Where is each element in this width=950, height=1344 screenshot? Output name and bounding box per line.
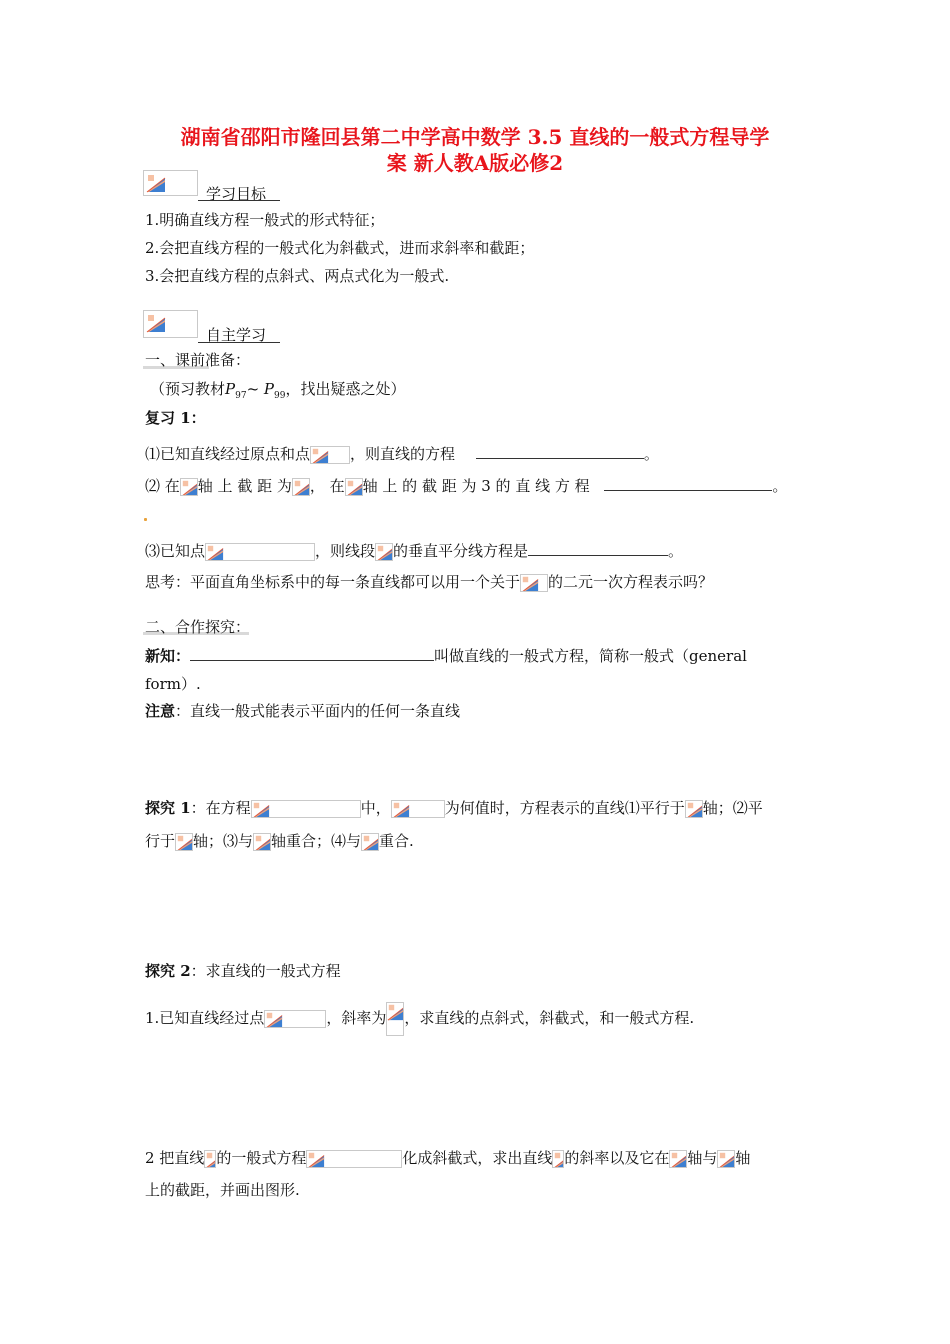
math-image	[204, 1150, 216, 1168]
new-knowledge-cont: form）.	[145, 675, 201, 693]
section-underline	[198, 342, 280, 343]
math-image	[391, 800, 445, 818]
review-question-3: ⑶已知点 ，则线段 的垂直平分线方程是 。	[145, 542, 684, 560]
math-image	[253, 833, 271, 851]
explore-2-heading: 探究 2：求直线的一般式方程	[145, 962, 341, 980]
answer-blank[interactable]	[604, 476, 772, 491]
explore-1-line2: 行于 轴；⑶与 轴重合；⑷与 重合.	[145, 832, 414, 850]
math-image	[361, 833, 379, 851]
math-image	[386, 1002, 404, 1036]
document-title-line2: 案 新人教A版必修2	[386, 151, 564, 175]
explore-2-question-2-cont: 上的截距，并画出图形.	[145, 1181, 300, 1199]
review-question-2: ⑵ 在 轴 上 截 距 为 ， 在 轴 上 的 截 距 为 3 的 直 线 方 程 。	[145, 477, 788, 495]
math-image	[205, 543, 315, 561]
new-knowledge: 新知： 叫做直线的一般式方程，简称一般式（general	[145, 647, 747, 665]
math-image	[669, 1150, 687, 1168]
explore-1-line1: 探究 1：在方程 中， 为何值时，方程表示的直线⑴平行于 轴；⑵平	[145, 799, 763, 817]
math-image	[552, 1150, 564, 1168]
note-line: 注意：直线一般式能表示平面内的任何一条直线	[145, 702, 461, 720]
math-image	[310, 446, 350, 464]
math-image	[292, 478, 310, 496]
section-heading-goals: 学习目标	[206, 185, 267, 203]
math-image	[685, 800, 703, 818]
math-image	[264, 1010, 326, 1028]
math-image	[520, 574, 548, 592]
math-image	[375, 543, 393, 561]
explore-2-question-2: 2 把直线 的一般式方程 化成斜截式，求出直线 的斜率以及它在 轴与 轴	[145, 1149, 751, 1167]
review-heading: 复习 1：	[145, 409, 206, 427]
goal-item-1: 1.明确直线方程一般式的形式特征；	[145, 211, 385, 229]
coop-heading: 二、合作探究：	[145, 618, 251, 636]
section-icon-image	[143, 170, 198, 196]
math-image	[717, 1150, 735, 1168]
math-image	[251, 800, 361, 818]
math-image	[180, 478, 198, 496]
section-heading-self-study: 自主学习	[206, 326, 267, 344]
think-question: 思考：平面直角坐标系中的每一条直线都可以用一个关于 的二元一次方程表示吗？	[145, 573, 714, 591]
review-question-1: ⑴已知直线经过原点和点 ，则直线的方程 。	[145, 445, 659, 463]
math-image	[345, 478, 363, 496]
math-image	[175, 833, 193, 851]
prep-heading: 一、课前准备：	[145, 351, 251, 369]
goal-item-2: 2.会把直线方程的一般式化为斜截式，进而求斜率和截距；	[145, 239, 535, 257]
answer-blank[interactable]	[476, 444, 644, 459]
math-image	[306, 1150, 402, 1168]
answer-blank[interactable]	[190, 646, 434, 661]
section-underline	[198, 200, 280, 201]
section-icon-image	[143, 310, 198, 338]
explore-2-question-1: 1.已知直线经过点 ，斜率为 ，求直线的点斜式，斜截式，和一般式方程.	[145, 1002, 694, 1036]
document-title-line1: 湖南省邵阳市隆回县第二中学高中数学 3.5 直线的一般式方程导学	[180, 125, 770, 149]
prep-note: （预习教材$P_{97}\sim$ $P_{99}$，找出疑惑之处）	[150, 380, 406, 401]
stray-mark	[144, 518, 147, 521]
answer-blank[interactable]	[528, 541, 668, 556]
goal-item-3: 3.会把直线方程的点斜式、两点式化为一般式.	[145, 267, 450, 285]
